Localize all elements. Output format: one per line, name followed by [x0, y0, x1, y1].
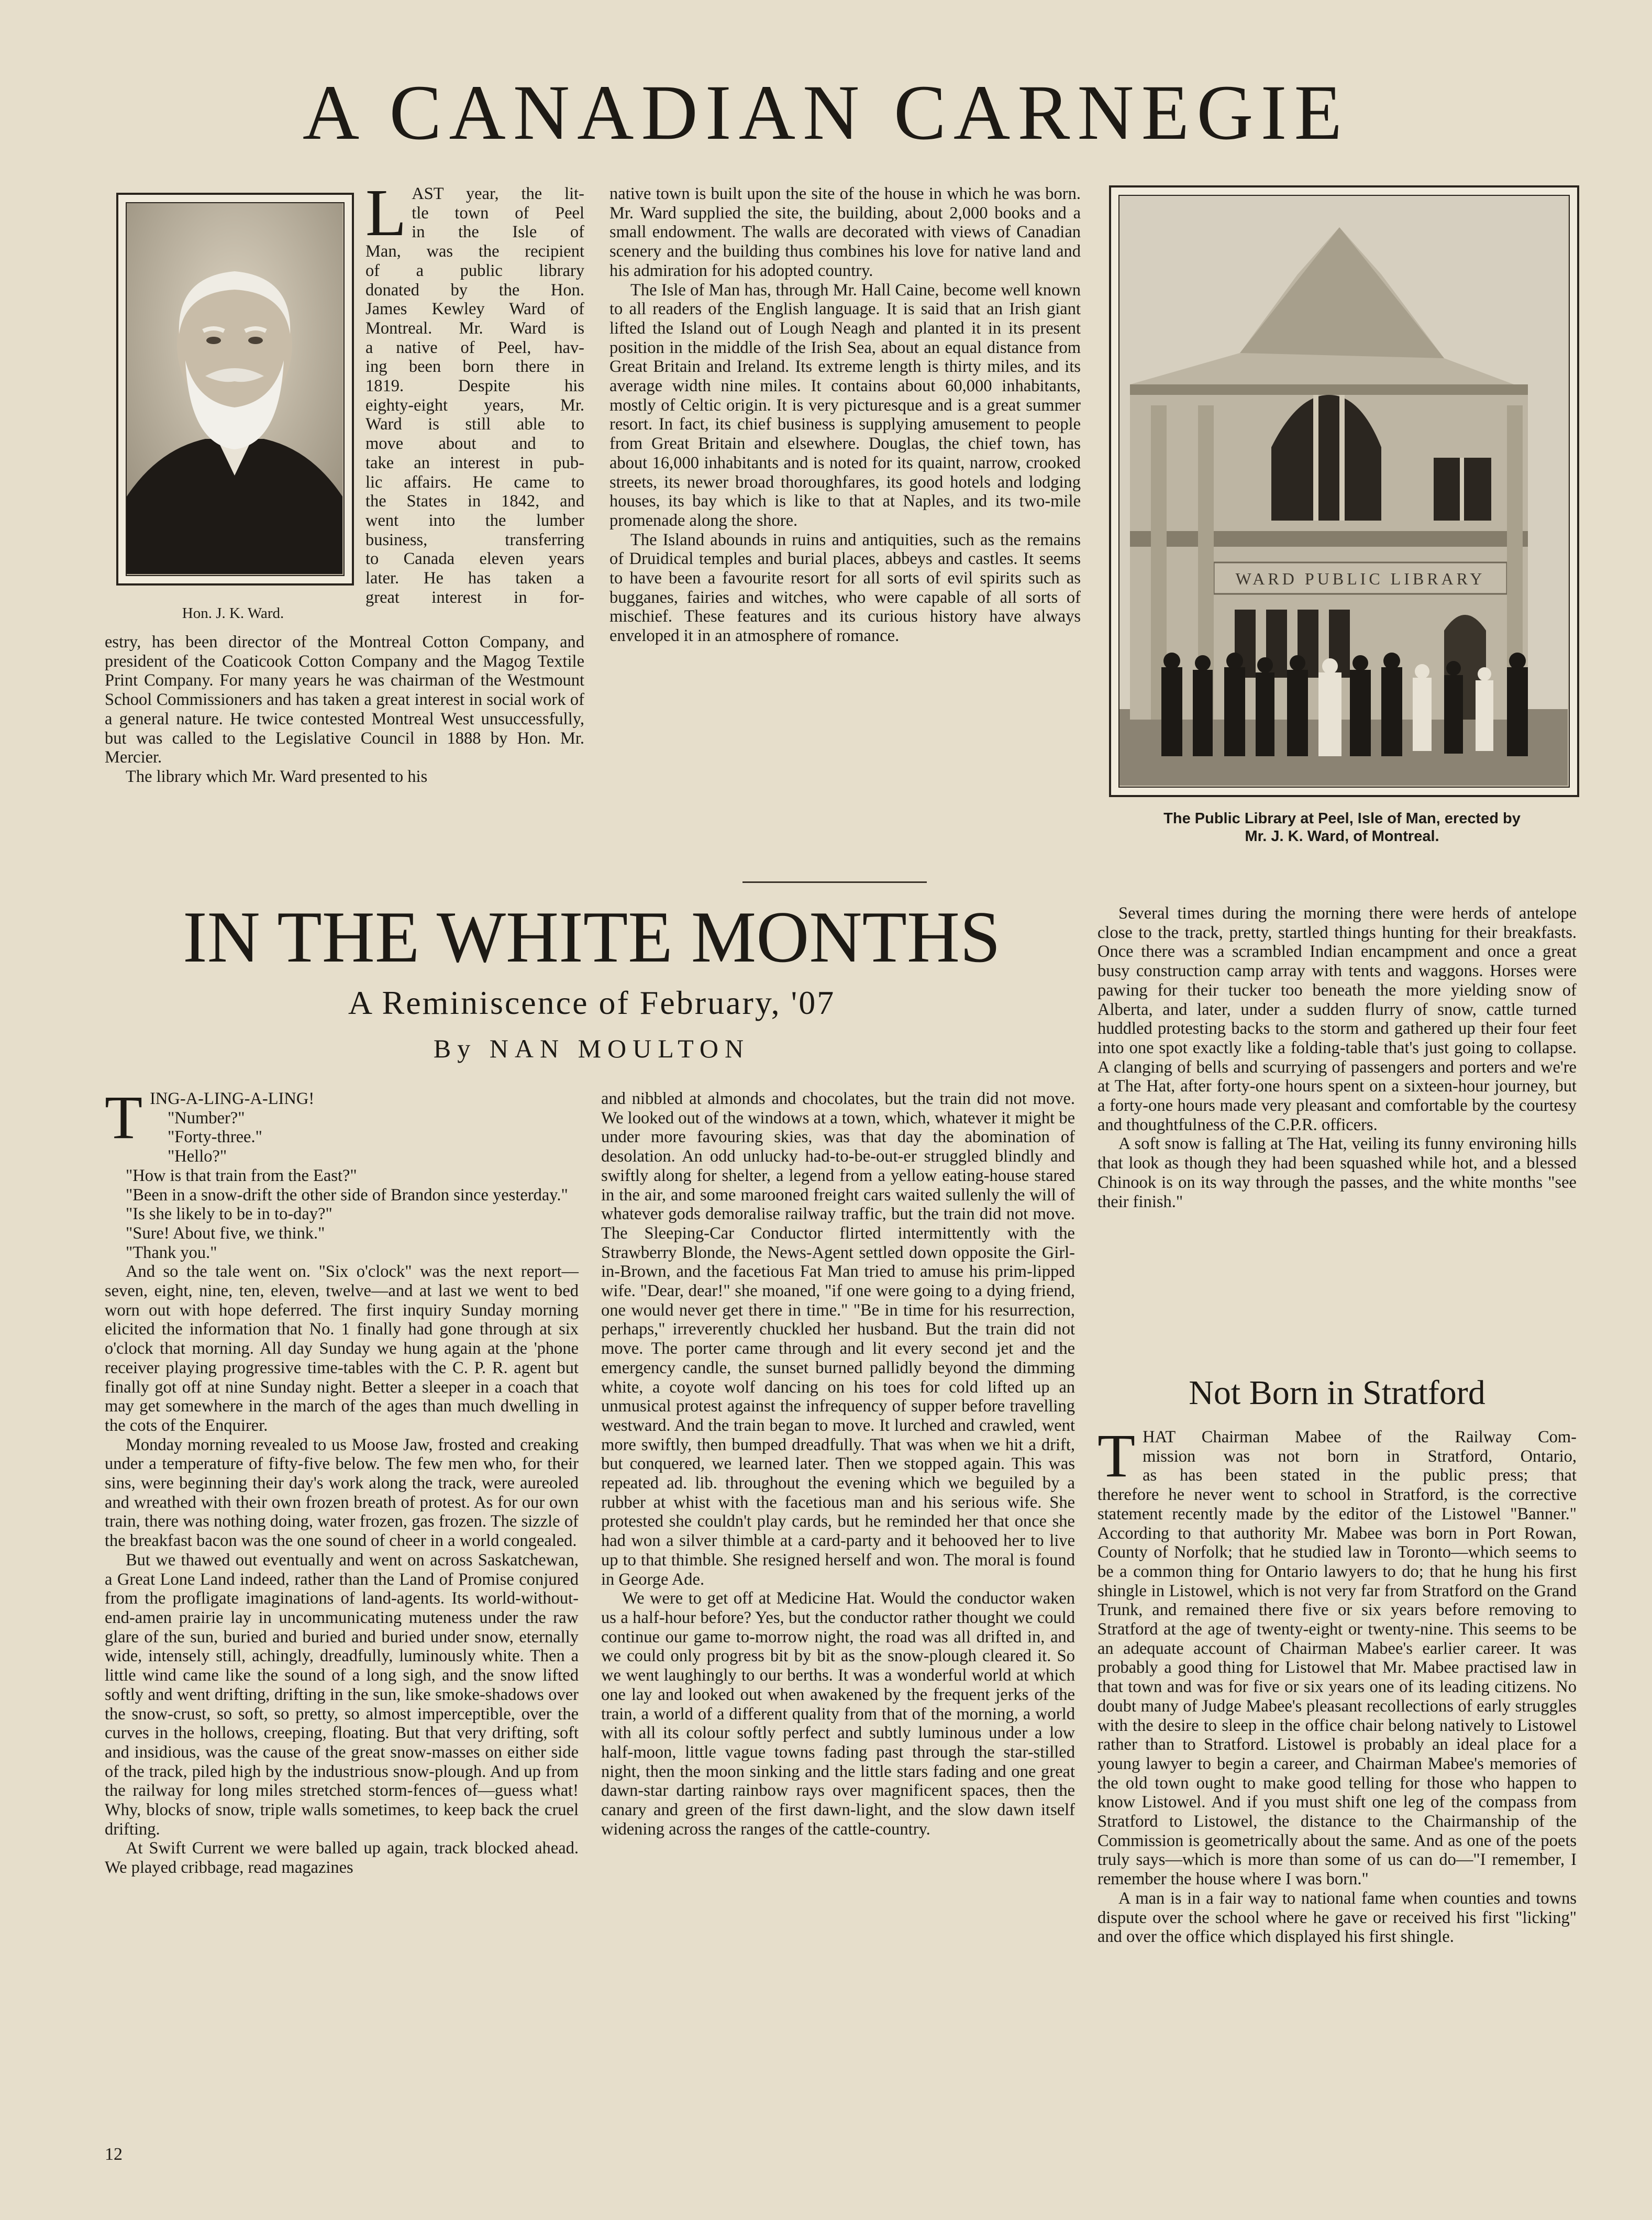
page-number: 12	[105, 2145, 123, 2164]
text-line: of a public library	[365, 261, 584, 280]
text-line: 1819. Despite his	[365, 377, 584, 396]
narrow-lines	[365, 175, 584, 607]
dialogue-line: "Forty-three."	[168, 1128, 262, 1147]
divider-rule	[742, 881, 927, 883]
drop-cap-t: T	[1097, 1421, 1136, 1490]
text-line: Man, was the recipient	[365, 242, 584, 261]
text-line: later. He has taken a	[365, 569, 584, 588]
article3-title: Not Born in Stratford	[1189, 1374, 1485, 1412]
article2-subtitle: A Reminiscence of February, '07	[348, 984, 836, 1021]
text-line: HAT Chairman Mabee of the Railway Com-	[1143, 1428, 1577, 1446]
article2-title: IN THE WHITE MONTHS	[183, 897, 1001, 978]
paragraph: "Been in a snow-drift the other side of Brandon since yesterday."	[126, 1185, 568, 1205]
paragraph: A man is in a fair way to national fame when counties and towns dispute over the school where he gave or received his first "licking" and over the office which displayed his first shingle.	[1097, 1888, 1577, 1947]
paragraph: At Swift Current we were balled up again, track blocked ahead. We played cribbage, read magazines	[105, 1839, 579, 1877]
article1-title: A CANADIAN CARNEGIE	[302, 69, 1350, 156]
text-line: Ward is still able to	[365, 415, 584, 434]
text-line: lic affairs. He came to	[365, 472, 584, 492]
building-sign-text: WARD PUBLIC LIBRARY	[1235, 569, 1485, 588]
library-illustration	[1119, 196, 1568, 786]
text-line: to Canada eleven years	[365, 549, 584, 569]
text-line: move about and to	[365, 434, 584, 454]
text-line: take an interest in pub-	[365, 453, 584, 472]
dialogue-line: "Hello?"	[168, 1147, 227, 1166]
article1-col1-rest	[105, 633, 584, 787]
drop-cap-t: T	[105, 1083, 143, 1152]
caption-line-2: Mr. J. K. Ward, of Montreal.	[1245, 828, 1439, 845]
caption-line-1: The Public Library at Peel, Isle of Man, erected by	[1163, 810, 1521, 827]
library-photo-caption	[1089, 810, 1595, 845]
article2-col3	[1097, 904, 1577, 1211]
paragraph: We were to get off at Medicine Hat. Would the conductor waken us a half-hour before? Yes, but the conductor rather thought we could continue our game to-morrow night, the road was all drifted in, and we could only progress bit by bit as the snow-plough cleared it. So we went laughingly to our berths. It was a wonderful world at which one lay and looked out when awakened by the frequent jerks of the train, a world of a different quality from that of the morning, a world with all its colour softly perfect and subtly luminous under a low half-moon, little vague towns fading past through the star-stilled night, then the moon sinking and the little stars fading and one great dawn-star darting rainbow rays over magnificent spaces, then the canary and green of the first dawn-light, and the slow dawn itself widening across the ranges of the cattle-country.	[601, 1589, 1075, 1839]
paragraph: And so the tale went on. "Six o'clock" was the next report—seven, eight, nine, ten, eleven, twelve—and at last we went to bed worn out with hope deferred. The first inquiry Sunday morning elicited the information that No. 1 finally had gone through at six o'clock that morning. All day Sunday we hung again at the 'phone receiver playing progressive time-tables with the C. P. R. agent but finally got off at nine Sunday night. Better a sleeper in a coach that may get somewhere in the march of the ages than much dwelling in the cots of the Enquirer.	[105, 1262, 579, 1435]
article2-col2	[601, 1089, 1075, 1839]
paragraph: "Is she likely to be in to-day?"	[126, 1205, 332, 1224]
text-line: mission was not born in Stratford, Ontario,	[1143, 1446, 1577, 1466]
text-line: Montreal. Mr. Ward is	[365, 318, 584, 338]
text-line: went into the lumber	[365, 511, 584, 530]
paragraph: Several times during the morning there were herds of antelope close to the track, pretty, startled things hunting for their breakfasts. Once there was a scrambled Indian encampment and once a great busy construction camp array with tents and waggons. Horses were pawing for their tucker too beneath the more yielding snow of Alberta, and later, under a sudden flurry of snow, cattle turned huddled protesting backs to the storm and gathered up their four feet into one spot exactly like a folding-table that's just going to collapse. A clanging of bells and scurrying of passengers and porters and we're at The Hat, after forty-one hours spent on a sixteen-hour journey, but a forty-one hours made very pleasant and comfortable by the courtesy and thoughtfulness of the C.P.R. officers.	[1097, 904, 1577, 1134]
paragraph: estry, has been director of the Montreal Cotton Company, and president of the Coaticook Cotton Company and the Magog Textile Print Company. For many years he was chairman of the Westmount School Commissioners and has taken a great interest in social work of a general nature. He twice contested Montreal West unsuccessfully, but was called to the Legislative Council in 1888 by Hon. Mr. Mercier.	[105, 633, 584, 767]
text-line: donated by the Hon.	[365, 280, 584, 300]
paragraph: therefore he never went to school in Stratford, is the corrective statement recently made by the editor of the Listowel "Banner." According to that authority Mr. Mabee was born in Port Rowan, County of Norfolk; that he studied law in Toronto—which seems to be a common thing for Ontario lawyers to do; that he hung his first shingle in Listowel, which is not very far from Stratford on the Grand Trunk, and remained there five or six years before removing to Stratford at the age of twenty-eight or twenty-nine. This seems to be an adequate account of Chairman Mabee's earlier career. It was probably a good thing for Listowel that Mr. Mabee practised law in that town and was for five or six years one of its leading citizens. No doubt many of Judge Mabee's pleasant recollections of early struggles with the desire to sleep in the office chair belong natively to Listowel rather than to Stratford. Listowel is probably an ideal place for a young lawyer to begin a career, and Chairman Mabee's memories of the old town ought to make good telling for those who happen to know Listowel. And if you must shift one leg of the compass from Stratford to Listowel, the distance to the Chairmanship of the Commission is geometrically about the same. And as one of the poets truly says—which is more than some of us can do—"I remember, I remember the house where I was born."	[1097, 1485, 1577, 1889]
text-line: ing been born there in	[365, 357, 584, 377]
text-line: as has been stated in the public press; that	[1143, 1466, 1577, 1485]
narrow-lines	[1097, 1421, 1577, 1490]
drop-cap-l: L	[365, 175, 407, 250]
paragraph: native town is built upon the site of the house in which he was born. Mr. Ward supplied the site, the building, about 2,000 books and a small endowment. The walls are decorated with views of Canadian scenery and the building thus combines his love for native land and his admiration for his adopted country.	[609, 184, 1081, 280]
library-photo	[1109, 185, 1579, 797]
text-line: business, transferring	[365, 530, 584, 549]
dialogue-line: "Number?"	[168, 1108, 245, 1128]
opening-line: ING-A-LING-A-LING!	[150, 1089, 315, 1108]
paragraph: A soft snow is falling at The Hat, veiling its funny environing hills that look as though they had been squashed while hot, and a blessed Chinook is on its way through the passes, and the white months "see their finish."	[1097, 1134, 1577, 1211]
paragraph: But we thawed out eventually and went on across Saskatchewan, a Great Lone Land indeed, rather than the Land of Promise conjured from the profligate imaginations of land-agents. Its world-without-end-amen prairie lay in uncommunicating muteness under the raw glare of the sun, buried and buried and buried under snow, eternally wide, intensely still, achingly, dreadfully, luminously white. Then a little wind came like the sound of a long sigh, and the snow lifted softly and went drifting, drifting in the sun, like smoke-shadows over the snow-crust, so soft, so pretty, so almost imperceptible, over the curves in the hollows, creeping, floating. But that very drifting, soft and insidious, was the cause of the great snow-masses on either side of the track, piled high by the industrious snow-plough. And up from the railway for long miles stretched storm-fences of—guess what! Why, blocks of snow, triple walls sometimes, to keep back the cruel drifting.	[105, 1550, 579, 1839]
paragraph: "How is that train from the East?"	[126, 1166, 357, 1185]
article2-col1	[105, 1083, 579, 1877]
text-line: the States in 1842, and	[365, 492, 584, 511]
paragraph: The library which Mr. Ward presented to his	[126, 767, 428, 786]
article1-intro-narrow	[365, 175, 584, 607]
article2-byline: By NAN MOULTON	[433, 1034, 750, 1063]
text-line: in the Isle of	[412, 223, 584, 242]
portrait-illustration	[127, 203, 342, 574]
article3-body	[1097, 1421, 1577, 1947]
portrait-photo	[116, 193, 354, 586]
text-line: James Kewley Ward of	[365, 300, 584, 319]
text-line: a native of Peel, hav-	[365, 338, 584, 357]
paragraph: "Thank you."	[126, 1243, 217, 1262]
paragraph: The Island abounds in ruins and antiquities, such as the remains of Druidical temples and burial places, abbeys and castles. It seems to have been a favourite resort for all sorts of evil spirits such as bugganes, fairies and witches, who were capable of all sorts of mischief. These features and its curious history have always enveloped it in an atmosphere of romance.	[609, 530, 1081, 646]
paragraph: The Isle of Man has, through Mr. Hall Caine, become well known to all readers of the English language. It is said that an Irish giant lifted the Island out of Lough Neagh and planted it in its present position in the middle of the Irish Sea, about an equal distance from Great Britain and Ireland. Its extreme length is thirty miles, and its average width nine miles. It contains about 60,000 inhabitants, mostly of Celtic origin. It is very picturesque and is a great summer resort. In fact, its chief business is supplying amusement to people from Great Britain and elsewhere. Douglas, the chief town, has about 16,000 inhabitants and is noted for its quaint, narrow, crooked streets, its newer broad thoroughfares, its good hotels and lodging houses, its bay which is like to that at Naples, and its two-mile promenade along the shore.	[609, 280, 1081, 530]
text-line: eighty-eight years, Mr.	[365, 395, 584, 415]
paragraph: "Sure! About five, we think."	[126, 1223, 325, 1243]
text-line: AST year, the lit-	[412, 184, 584, 203]
paragraph: and nibbled at almonds and chocolates, but the train did not move. We looked out of the windows at a town, which, whatever it might be under more favouring skies, was that day the abomination of desolation. An odd unlucky had-to-be-out-er struggled blindly and swiftly along for shelter, a legend from a yellow eating-house stared in the air, and some marooned freight cars waited sullenly the will of whatever gods demoralise railway traffic, but the train did not move. The Sleeping-Car Conductor flirted intermittently with the Strawberry Blonde, the News-Agent settled down opposite the Girl-in-Brown, and the facetious Fat Man tried to amuse his prim-lipped wife. "Dear, dear!" she moaned, "if one were going to a dying friend, one would never get there in time." "Be in time for his resurrection, perhaps," irreverently chuckled her husband. But the train did not move. The porter came through and lit every second jet and the emergency candle, the sunset burned pallidly beyond the dimming white, a coyote wolf dancing on his toes for cold lifted up an unmusical protest against the infrequency of supper before travelling westward. And the train began to move. It lurched and crawled, went more swiftly, then bumped dreadfully. That was when we hit a drift, but conquered, we learned later. Then we stopped again. This was repeated ad. lib. throughout the evening which we beguiled by a rubber at whist with the facetious man and his serious wife. She protested she couldn't play cards, but he reminded her that once she had won a silver thimble at a card-party and it behooved her to live up to that thimble. She resigned herself and won. The moral is found in George Ade.	[601, 1089, 1075, 1589]
article1-col2	[609, 184, 1081, 646]
text-line: tle town of Peel	[412, 203, 584, 223]
portrait-caption: Hon. J. K. Ward.	[182, 605, 284, 622]
paragraph: Monday morning revealed to us Moose Jaw, frosted and creaking under a temperature of fifty-five below. The few men who, for their sins, were beginning their day's work along the track, were aureoled and wreathed with their own frozen breath of protest. As for our own train, there was nothing doing, water frozen, gas frozen. The sizzle of the breakfast bacon was the one sound of cheer in a world congealed.	[105, 1435, 579, 1551]
text-line: great interest in for-	[365, 588, 584, 607]
